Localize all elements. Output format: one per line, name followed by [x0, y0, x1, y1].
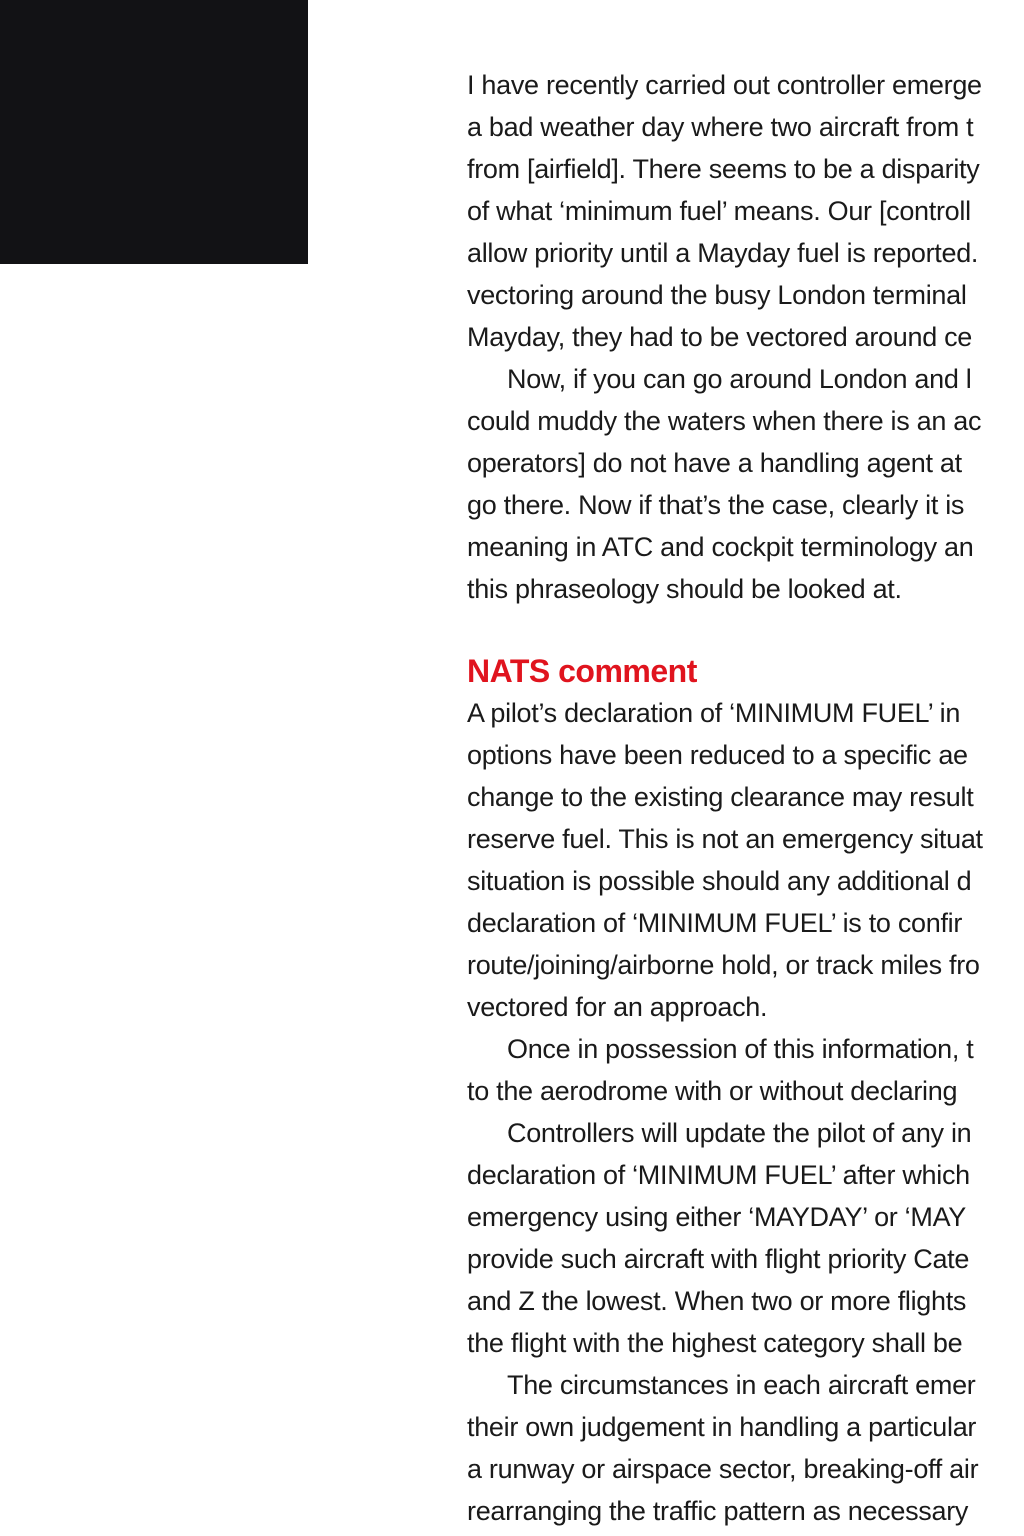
- report-line: go there. Now if that’s the case, clearly it is: [467, 490, 965, 520]
- comment-line: the flight with the highest category shall be: [467, 1328, 963, 1358]
- comment-line: A pilot’s declaration of ‘MINIMUM FUEL’ in: [467, 698, 961, 728]
- photo-image: [0, 0, 308, 264]
- comment-line: a runway or airspace sector, breaking-off air: [467, 1454, 979, 1484]
- nats-comment-heading: NATS comment: [467, 653, 697, 689]
- comment-line: declaration of ‘MINIMUM FUEL’ after which: [467, 1160, 970, 1190]
- report-line: from [airfield]. There seems to be a disparity: [467, 154, 980, 184]
- comment-line: to the aerodrome with or without declaring: [467, 1076, 958, 1106]
- report-line: could muddy the waters when there is an ac: [467, 406, 982, 436]
- report-line: of what ‘minimum fuel’ means. Our [controll: [467, 196, 971, 226]
- report-line: allow priority until a Mayday fuel is reported.: [467, 238, 979, 268]
- article-column: [467, 64, 1024, 1532]
- report-line: this phraseology should be looked at.: [467, 574, 902, 604]
- comment-line: vectored for an approach.: [467, 992, 768, 1022]
- comment-line: Controllers will update the pilot of any in: [507, 1118, 972, 1148]
- report-line: meaning in ATC and cockpit terminology an: [467, 532, 974, 562]
- report-line: operators] do not have a handling agent at: [467, 448, 962, 478]
- report-line: Mayday, they had to be vectored around ce: [467, 322, 973, 352]
- report-line: I have recently carried out controller emerge: [467, 70, 982, 100]
- comment-line: and Z the lowest. When two or more flights: [467, 1286, 967, 1316]
- comment-line: Once in possession of this information, t: [507, 1034, 974, 1064]
- comment-line: provide such aircraft with flight priority Cate: [467, 1244, 970, 1274]
- comment-line: The circumstances in each aircraft emer: [507, 1370, 976, 1400]
- comment-line: change to the existing clearance may result: [467, 782, 974, 812]
- comment-line: emergency using either ‘MAYDAY’ or ‘MAY: [467, 1202, 966, 1232]
- comment-line: declaration of ‘MINIMUM FUEL’ is to confir: [467, 908, 963, 938]
- comment-line: route/joining/airborne hold, or track miles fro: [467, 950, 980, 980]
- report-line: a bad weather day where two aircraft from t: [467, 112, 974, 142]
- report-text: [467, 64, 1024, 610]
- comment-line: their own judgement in handling a particular: [467, 1412, 977, 1442]
- nats-comment-text: [467, 692, 1024, 1532]
- comment-line: rearranging the traffic pattern as necessary: [467, 1496, 969, 1526]
- comment-line: situation is possible should any additional d: [467, 866, 972, 896]
- report-line: vectoring around the busy London terminal: [467, 280, 967, 310]
- comment-line: reserve fuel. This is not an emergency situat: [467, 824, 983, 854]
- comment-line: options have been reduced to a specific ae: [467, 740, 968, 770]
- report-line: Now, if you can go around London and l: [507, 364, 972, 394]
